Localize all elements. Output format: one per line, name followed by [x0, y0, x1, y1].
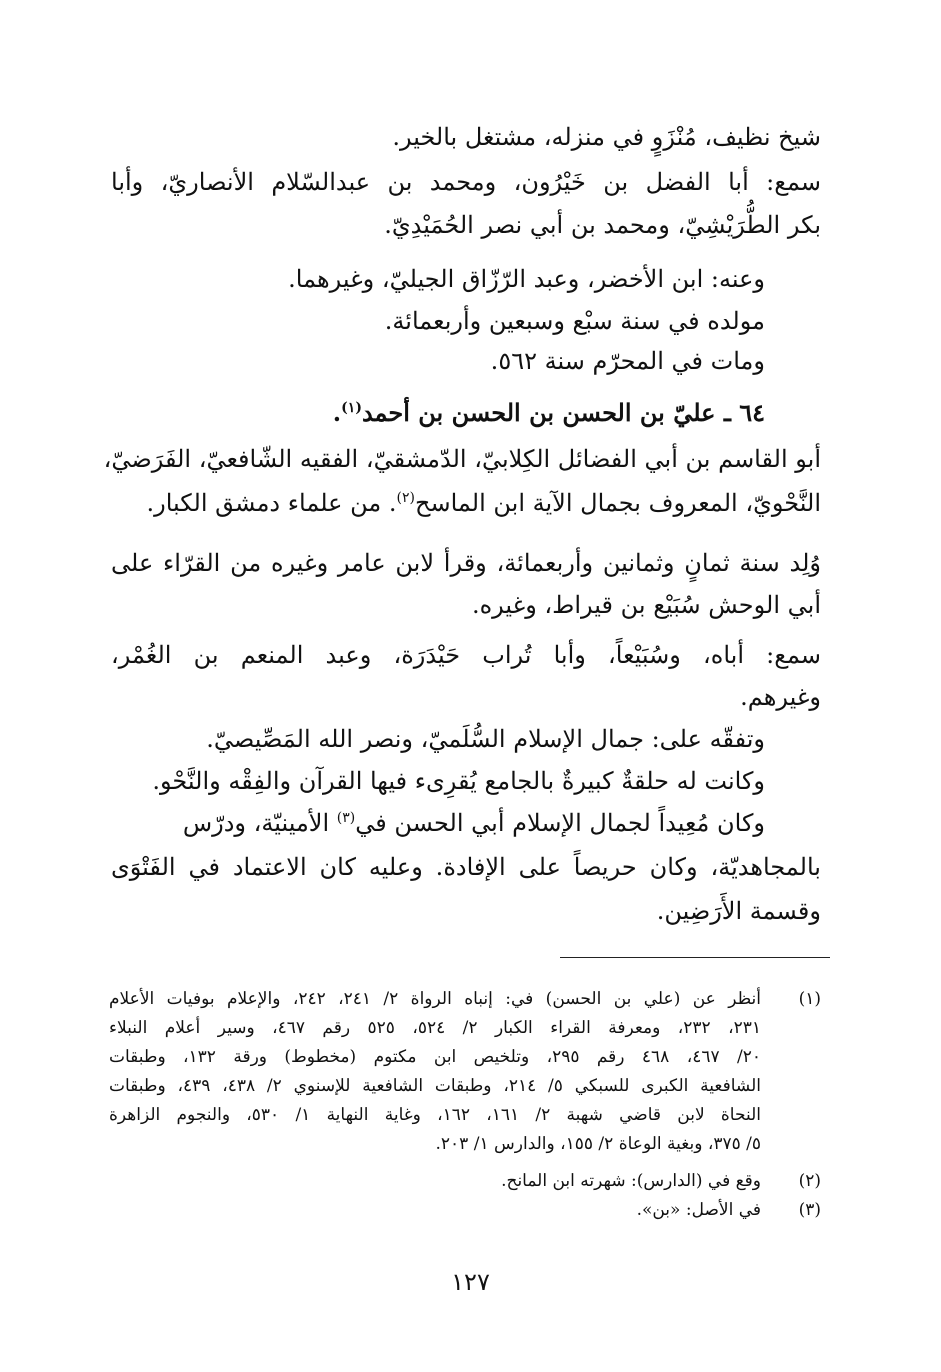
text-line: سمع: أباه، وسُبَيْعاً، وأبا تُراب حَيْدَرَة، وعبد المنعم بن الغُمْر، [111, 641, 821, 669]
text-line: وغيرهم. [740, 683, 821, 711]
footnote-1 [109, 985, 821, 1159]
footnote-number: (٣) [798, 1200, 821, 1220]
footnote-line: أنظر عن (علي بن الحسن) في: إنباه الرواة ٢/ ٢٤١، ٢٤٢، والإعلام بوفيات الأعلام [109, 989, 761, 1009]
text-line: وقسمة الأَرَضِين. [656, 897, 821, 925]
text-line: بكر الطُّرَيْشِيّ، ومحمد بن أبي نصر الحُمَيْدِيّ. [384, 211, 821, 239]
text-line: مولده في سنة سبْع وسبعين وأربعمائة. [384, 307, 765, 335]
footnote-line: ٢٠/ ٤٦٧، ٤٦٨ رقم ٢٩٥، وتلخيص ابن مكتوم (مخطوط) ورقة ١٣٢، وطبقات [109, 1047, 761, 1067]
text-line: وكان مُعِيداً لجمال الإسلام أبي الحسن في$^{(٣)}$ الأمينيّة، ودرّس [182, 809, 765, 837]
footnote-ref[interactable]: (٣) [336, 810, 356, 826]
entry-heading: ٦٤ ـ عليّ بن الحسن بن الحسن بن أحمد$^{(١)}$. [332, 398, 765, 427]
text-line: سمع: أبا الفضل بن خَيْرُون، ومحمد بن عبدالسّلام الأنصاريّ، وأبا [111, 168, 821, 196]
footnote-line: ٥/ ٣٧٥، وبغية الوعاة ٢/ ١٥٥، والدارس ١/ ٢٠٣. [435, 1134, 761, 1154]
text-line: وعنه: ابن الأخضر، وعبد الرّزّاق الجيليّ، وغيرهما. [288, 265, 765, 293]
text-line: أبي الوحش سُبَيْع بن قيراط، وغيره. [471, 591, 821, 619]
text-line: وتفقّه على: جمال الإسلام السُّلَميّ، ونصر الله المَصِّيصيّ. [206, 725, 765, 753]
text-line: أبو القاسم بن أبي الفضائل الكِلابيّ، الدّمشقيّ، الفقيه الشّافعيّ، الفَرَضيّ، [103, 445, 821, 473]
footnote-separator [560, 957, 830, 958]
footnote-ref[interactable]: (١) [341, 400, 362, 416]
text-line: النَّحْويّ، المعروف بجمال الآية ابن الماسح$^{(٢)}$. من علماء دمشق الكبار. [146, 489, 821, 517]
footnote-line: الشافعية الكبرى للسبكي ٥/ ٢١٤، وطبقات الشافعية للإسنوي ٢/ ٤٣٨، ٤٣٩، وطبقات [109, 1076, 761, 1096]
footnote-number: (١) [798, 989, 821, 1009]
footnote-line: في الأصل: «بن». [636, 1200, 761, 1220]
text-line: وُلِد سنة ثمانٍ وثمانين وأربعمائة، وقرأ لابن عامر وغيره من القرّاء على [111, 549, 821, 577]
text-line: ومات في المحرّم سنة ٥٦٢. [490, 347, 765, 375]
text-line: شيخ نظيف، مُنْزَوٍ في منزله، مشتغل بالخير. [392, 123, 821, 151]
footnote-number: (٢) [798, 1171, 821, 1191]
footnote-2 [109, 1167, 821, 1196]
footnote-line: وقع في (الدارس): شهرته ابن المانح. [501, 1171, 761, 1191]
footnote-line: النحاة لابن قاضي شهبة ٢/ ١٦١، ١٦٢، وغاية النهاية ١/ ٥٣٠، والنجوم الزاهرة [109, 1105, 761, 1125]
footnote-line: ٢٣١، ٢٣٢، ومعرفة القراء الكبار ٢/ ٥٢٤، ٥٢٥ رقم ٤٦٧، وسير أعلام النبلاء [109, 1018, 762, 1038]
page-number: ١٢٧ [451, 1268, 490, 1296]
text-line: بالمجاهديّة، وكان حريصاً على الإفادة. وعليه كان الاعتماد في الفَتْوَى [111, 853, 821, 881]
footnote-3 [109, 1196, 821, 1225]
footnote-ref[interactable]: (٢) [396, 490, 415, 506]
text-line: وكانت له حلقةٌ كبيرةٌ بالجامع يُقرِىء فيها القرآن والفِقْه والنَّحْو. [152, 767, 765, 795]
